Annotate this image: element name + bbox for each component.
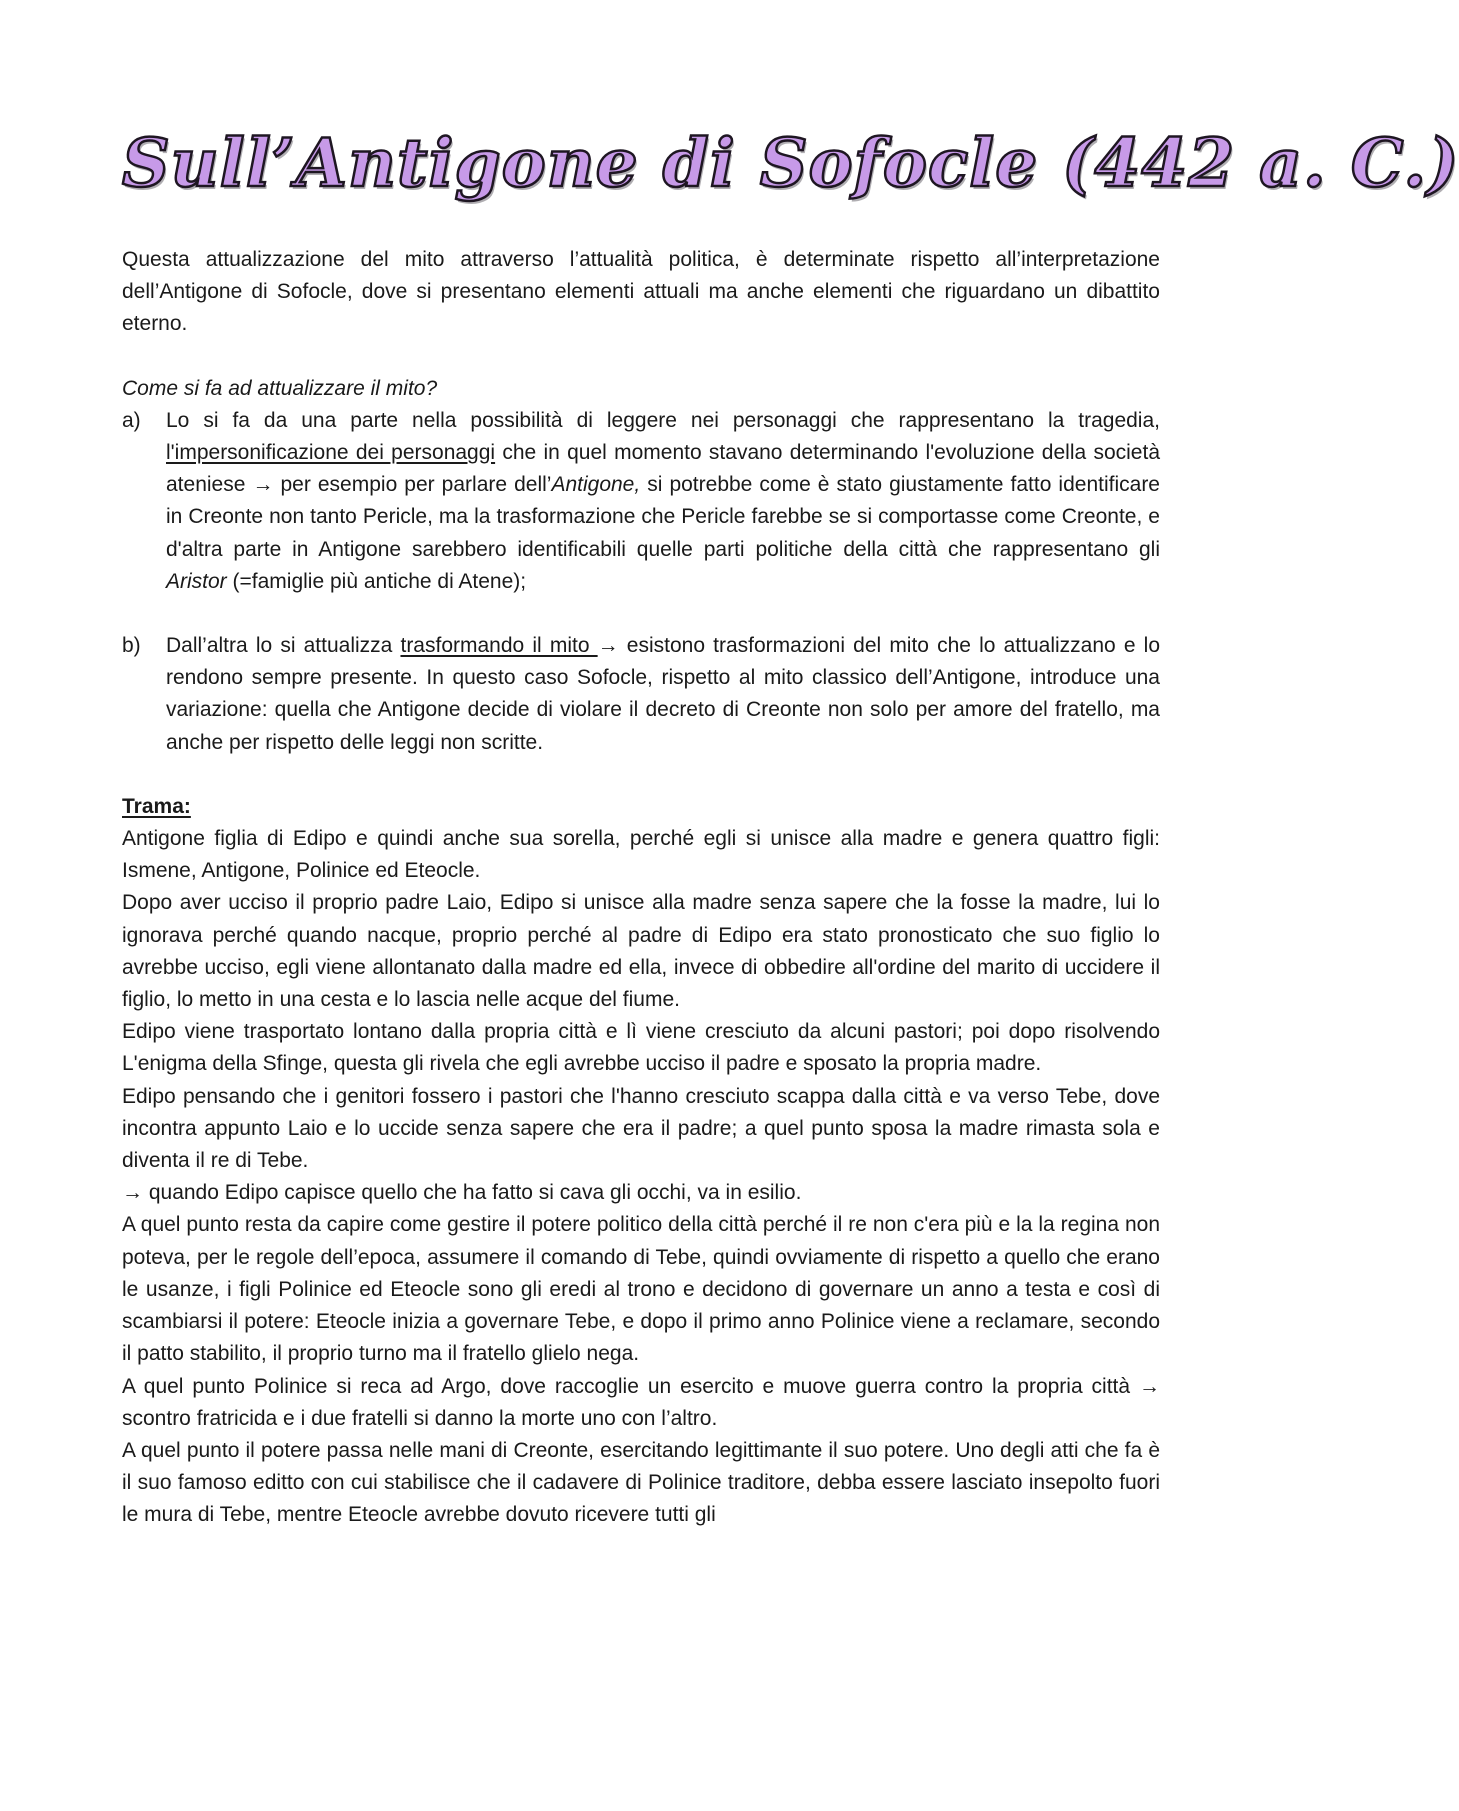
list-a-text-1: Lo si fa da una parte nella possibilità di leggere nei personaggi che rappresentano la tragedia, <box>166 408 1160 432</box>
list-item-b <box>122 630 1160 759</box>
trama-paragraph: → quando Edipo capisce quello che ha fatto si cava gli occhi, va in esilio. <box>122 1181 802 1205</box>
list-b-text-1: Dall’altra lo si attualizza <box>166 634 401 658</box>
list-b-text-2: → esistono trasformazioni del mito che lo attualizzano e lo rendono sempre presente. In questo caso Sofocle, rispetto al mito classico dell’Antigone, introduce una variazione: quella che Antigone decide di violare il decreto di Creonte non solo per amore del fratello, ma anche per rispetto delle leggi non scritte. <box>166 634 1160 754</box>
spacer <box>122 341 1160 373</box>
trama-paragraph: A quel punto il potere passa nelle mani di Creonte, esercitando legittimante il suo potere. Uno degli atti che fa è il suo famoso editto con cui stabilisce che il cadavere di Polinice traditore, debba essere lasciato insepolto fuori le mura di Tebe, mentre Eteocle avrebbe dovuto ricevere tutti gli <box>122 1438 1160 1527</box>
trama-paragraph: Dopo aver ucciso il proprio padre Laio, Edipo si unisce alla madre senza sapere che la fosse la madre, lui lo ignorava perché quando nacque, proprio perché al padre di Edipo era stato pronosticato che suo figlio lo avrebbe ucciso, egli viene allontanato dalla madre ed ella, invece di obbedire all'ordine del marito di uccidere il figlio, lo metto in una cesta e lo lascia nelle acque del fiume. <box>122 891 1160 1012</box>
intro-paragraph: Questa attualizzazione del mito attraverso l’attualità politica, è determinate rispetto all’interpretazione dell’Antigone di Sofocle, dove si presentano elementi attuali ma anche elementi che riguardano un dibattito eterno. <box>122 248 1160 336</box>
trama-paragraph: Edipo pensando che i genitori fossero i pastori che l'hanno cresciuto scappa dalla città e va verso Tebe, dove incontra appunto Laio e lo uccide senza sapere che era il padre; a quel punto sposa la madre rimasta sola e diventa il re di Tebe. <box>122 1084 1160 1173</box>
list-a-text-2: che in quel momento stavano determinando l'evoluzione della società ateniese → per esempio per parlare dell’ <box>166 441 1160 497</box>
list-a-text-4: (=famiglie più antiche di Atene); <box>226 569 527 593</box>
list-a-underlined-phrase: l'impersonificazione dei personaggi <box>166 441 496 465</box>
method-list <box>122 405 1160 759</box>
list-a-text-3: si potrebbe come è stato giustamente fatto identificare in Creonte non tanto Pericle, ma la trasformazione che Pericle farebbe se si comportasse come Creonte, e d'altra parte in Antigone sarebbero identificabili quelle parti politiche della città che rappresentano gli <box>166 473 1160 561</box>
list-item-a <box>122 405 1160 598</box>
trama-paragraph: A quel punto resta da capire come gestire il potere politico della città perché il re non c'era più e la la regina non poteva, per le regole dell’epoca, assumere il comando di Tebe, quindi ovviamente di rispetto a quello che erano le usanze, i figli Polinice ed Eteocle sono gli eredi al trono e decidono di governare un anno a testa e così di scambiarsi il potere: Eteocle inizia a governare Tebe, e dopo il primo anno Polinice viene a reclamare, secondo il patto stabilito, il proprio turno ma il fratello glielo nega. <box>122 1213 1160 1366</box>
spacer <box>122 759 1160 791</box>
trama-paragraph: A quel punto Polinice si reca ad Argo, dove raccoglie un esercito e muove guerra contro la propria città → scontro fratricida e i due fratelli si danno la morte uno con l’altro. <box>122 1374 1160 1430</box>
list-a-italic-antigone: Antigone, <box>551 473 641 497</box>
list-a-italic-aristor: Aristor <box>166 569 227 593</box>
list-marker-a: a) <box>122 408 141 432</box>
question-line: Come si fa ad attualizzare il mito? <box>122 376 438 400</box>
list-marker-b: b) <box>122 634 141 658</box>
list-b-underlined-phrase: trasformando il mito <box>400 634 598 658</box>
trama-paragraph: Antigone figlia di Edipo e quindi anche sua sorella, perché egli si unisce alla madre e genera quattro figli: Ismene, Antigone, Polinice ed Eteocle. <box>122 827 1160 883</box>
trama-heading: Trama: <box>122 794 191 818</box>
trama-body <box>122 823 1160 1531</box>
trama-paragraph: Edipo viene trasportato lontano dalla propria città e lì viene cresciuto da alcuni pastori; poi dopo risolvendo L'enigma della Sfinge, questa gli rivela che egli avrebbe ucciso il padre e sposato la propria madre. <box>122 1020 1160 1076</box>
page-title: Sull’Antigone di Sofocle (442 a. C.) <box>122 124 1459 202</box>
